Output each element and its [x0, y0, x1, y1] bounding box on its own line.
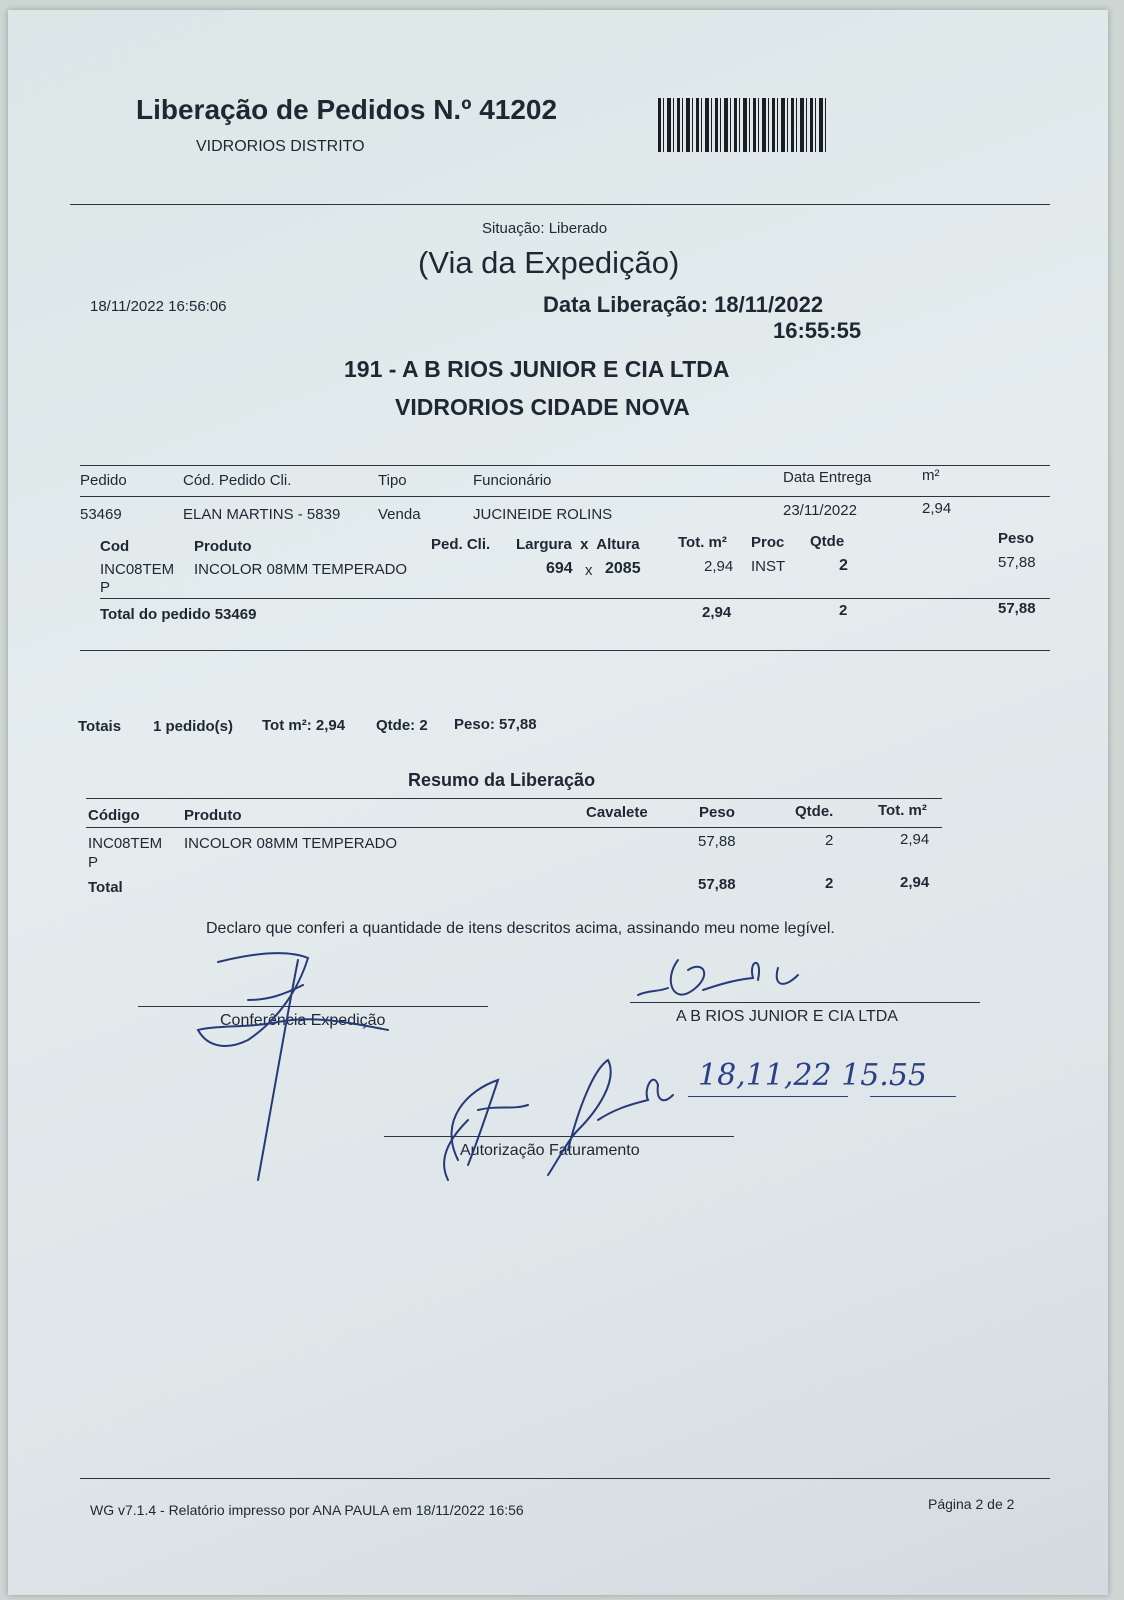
declaration-text: Declaro que conferi a quantidade de itens descritos acima, assinando meu nome legível.: [206, 920, 835, 937]
summary-total-label: Total: [88, 879, 123, 896]
order-tipo: Venda: [378, 506, 421, 523]
summary-qtde: 2: [825, 832, 834, 849]
item-produto: INCOLOR 08MM TEMPERADO: [194, 561, 408, 578]
totals-qtde: Qtde: 2: [376, 717, 428, 734]
summary-tot-m2: 2,94: [900, 831, 930, 848]
footer-divider: [80, 1478, 1050, 1479]
summary-col-tot-m2-header: Tot. m²: [878, 802, 927, 819]
item-col-tot-m2-header: Tot. m²: [678, 534, 727, 551]
item-col-peso-header: Peso: [998, 530, 1034, 547]
item-col-produto-header: Produto: [194, 538, 252, 555]
order-table-bottom-border: [80, 650, 1050, 651]
summary-cod-line2: P: [88, 854, 99, 871]
handwritten-date: 18,11,22 15.55: [698, 1058, 928, 1093]
item-qtde: 2: [839, 557, 848, 574]
footer-page-number: Página 2 de 2: [928, 1496, 1015, 1512]
col-cod-cli-header: Cód. Pedido Cli.: [183, 472, 292, 489]
order-total-qtde: 2: [839, 602, 848, 619]
summary-top-border: [86, 798, 942, 799]
order-total-peso: 57,88: [998, 600, 1036, 617]
signature-label-autorizacao: Autorização Faturamento: [460, 1142, 640, 1159]
copy-label: (Via da Expedição): [418, 245, 680, 280]
item-col-largura-altura-header: Largura x Altura: [516, 536, 640, 553]
document-page: [8, 10, 1108, 1595]
order-header-divider: [80, 496, 1050, 497]
summary-produto: INCOLOR 08MM TEMPERADO: [184, 835, 398, 852]
client-branch: VIDRORIOS CIDADE NOVA: [395, 394, 690, 420]
item-largura: 694: [546, 560, 573, 577]
item-tot-m2: 2,94: [704, 558, 734, 575]
order-funcionario: JUCINEIDE ROLINS: [473, 506, 613, 523]
summary-total-qtde: 2: [825, 875, 834, 892]
item-col-proc-header: Proc: [751, 534, 785, 551]
summary-cod-line1: INC08TEM: [88, 835, 163, 852]
handwritten-time-underline: [870, 1096, 956, 1097]
signature-conferencia-drawing: [188, 940, 428, 1190]
order-total-label: Total do pedido 53469: [100, 606, 257, 623]
release-date: Data Liberação: 18/11/2022: [543, 292, 824, 317]
signature-autorizacao-drawing: [428, 1050, 688, 1190]
col-m2-header: m²: [922, 467, 940, 484]
summary-col-qtde-header: Qtde.: [795, 803, 834, 820]
handwritten-date-underline: [688, 1096, 848, 1097]
order-number: 53469: [80, 506, 122, 523]
item-total-divider: [100, 598, 1050, 599]
print-timestamp: 18/11/2022 16:56:06: [90, 298, 227, 315]
col-funcionario-header: Funcionário: [473, 472, 552, 489]
summary-total-peso: 57,88: [698, 876, 736, 893]
company-name: VIDRORIOS DISTRITO: [196, 138, 365, 155]
signature-client-drawing: [633, 950, 833, 1020]
signature-label-client: A B RIOS JUNIOR E CIA LTDA: [676, 1008, 898, 1025]
col-pedido-header: Pedido: [80, 472, 127, 489]
order-m2: 2,94: [922, 500, 952, 517]
item-proc: INST: [751, 558, 786, 575]
item-col-cod-header: Cod: [100, 538, 130, 555]
barcode: [658, 98, 826, 152]
item-cod-line1: INC08TEM: [100, 561, 175, 578]
summary-col-cavalete-header: Cavalete: [586, 804, 648, 821]
client-name: 191 - A B RIOS JUNIOR E CIA LTDA: [344, 356, 730, 382]
item-col-qtde-header: Qtde: [810, 533, 845, 550]
item-peso: 57,88: [998, 554, 1036, 571]
item-col-ped-cli-header: Ped. Cli.: [431, 536, 491, 553]
summary-peso: 57,88: [698, 833, 736, 850]
totals-peso: Peso: 57,88: [454, 716, 537, 733]
order-total-m2: 2,94: [702, 604, 732, 621]
totals-tot-m2: Tot m²: 2,94: [262, 717, 346, 734]
item-altura: 2085: [605, 560, 641, 577]
header-divider: [70, 204, 1050, 205]
item-cod-line2: P: [100, 579, 111, 596]
signature-label-conferencia: Conferência Expedição: [220, 1012, 386, 1029]
order-cod-cli: ELAN MARTINS - 5839: [183, 506, 341, 523]
document-title: Liberação de Pedidos N.º 41202: [136, 94, 558, 125]
order-table-top-border: [80, 465, 1050, 466]
col-tipo-header: Tipo: [378, 472, 407, 489]
item-x-separator: x: [585, 562, 593, 579]
release-time: 16:55:55: [773, 318, 862, 343]
summary-col-codigo-header: Código: [88, 807, 140, 824]
footer-printed-by: WG v7.1.4 - Relatório impresso por ANA PAULA em 18/11/2022 16:56: [90, 1502, 524, 1518]
summary-col-peso-header: Peso: [699, 804, 735, 821]
summary-title: Resumo da Liberação: [408, 770, 596, 790]
summary-total-tot-m2: 2,94: [900, 874, 930, 891]
totals-pedidos: 1 pedido(s): [153, 718, 234, 735]
status-text: Situação: Liberado: [482, 220, 608, 237]
totals-label: Totais: [78, 718, 122, 735]
col-data-entrega-header: Data Entrega: [783, 469, 872, 486]
summary-col-produto-header: Produto: [184, 807, 242, 824]
order-data-entrega: 23/11/2022: [783, 502, 857, 519]
summary-header-divider: [86, 827, 942, 828]
